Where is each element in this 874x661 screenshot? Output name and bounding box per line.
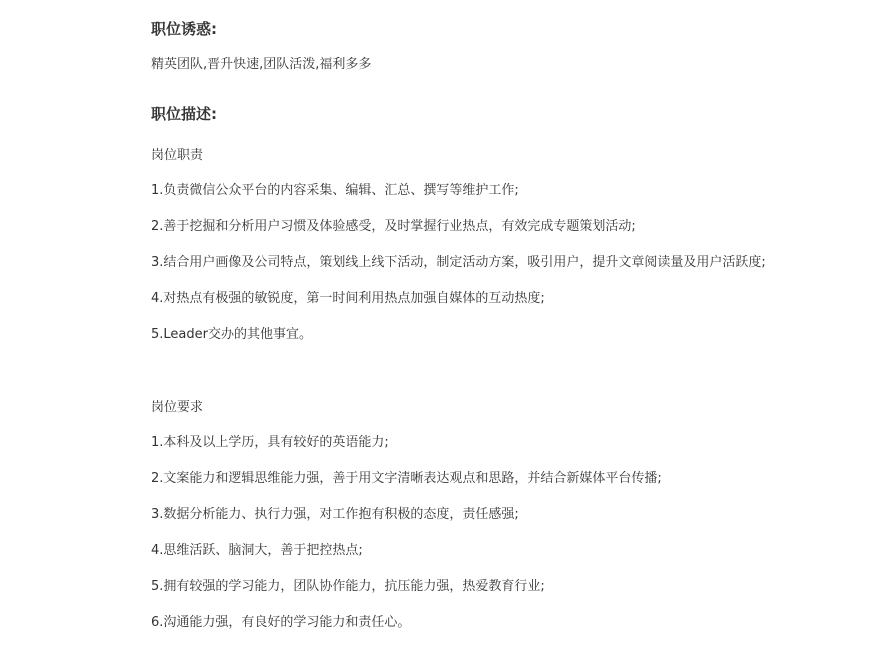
duty-item: 4.对热点有极强的敏锐度，第一时间利用热点加强自媒体的互动热度; [151,291,545,306]
requirement-item: 4.思维活跃、脑洞大，善于把控热点; [151,543,363,558]
duty-item: 2.善于挖掘和分析用户习惯及体验感受，及时掌握行业热点，有效完成专题策划活动; [151,219,636,234]
requirement-item: 5.拥有较强的学习能力，团队协作能力，抗压能力强，热爱教育行业; [151,579,545,594]
duties-subheading: 岗位职责 [151,148,204,163]
duty-item: 3.结合用户画像及公司特点，策划线上线下活动，制定活动方案，吸引用户，提升文章阅读量及用户活跃度; [151,255,766,270]
requirement-item: 2.文案能力和逻辑思维能力强，善于用文字清晰表达观点和思路，并结合新媒体平台传播; [151,471,662,486]
job-temptation-heading: 职位诱惑: [151,20,217,38]
job-description-heading: 职位描述: [151,105,217,123]
job-temptation-text: 精英团队,晋升快速,团队活泼,福利多多 [151,57,372,72]
requirement-item: 6.沟通能力强，有良好的学习能力和责任心。 [151,615,411,630]
requirement-item: 1.本科及以上学历，具有较好的英语能力; [151,435,389,450]
duty-item: 5.Leader交办的其他事宜。 [151,327,312,342]
requirements-subheading: 岗位要求 [151,400,204,415]
duty-item: 1.负责微信公众平台的内容采集、编辑、汇总、撰写等维护工作; [151,183,519,198]
requirement-item: 3.数据分析能力、执行力强，对工作抱有积极的态度，责任感强; [151,507,519,522]
